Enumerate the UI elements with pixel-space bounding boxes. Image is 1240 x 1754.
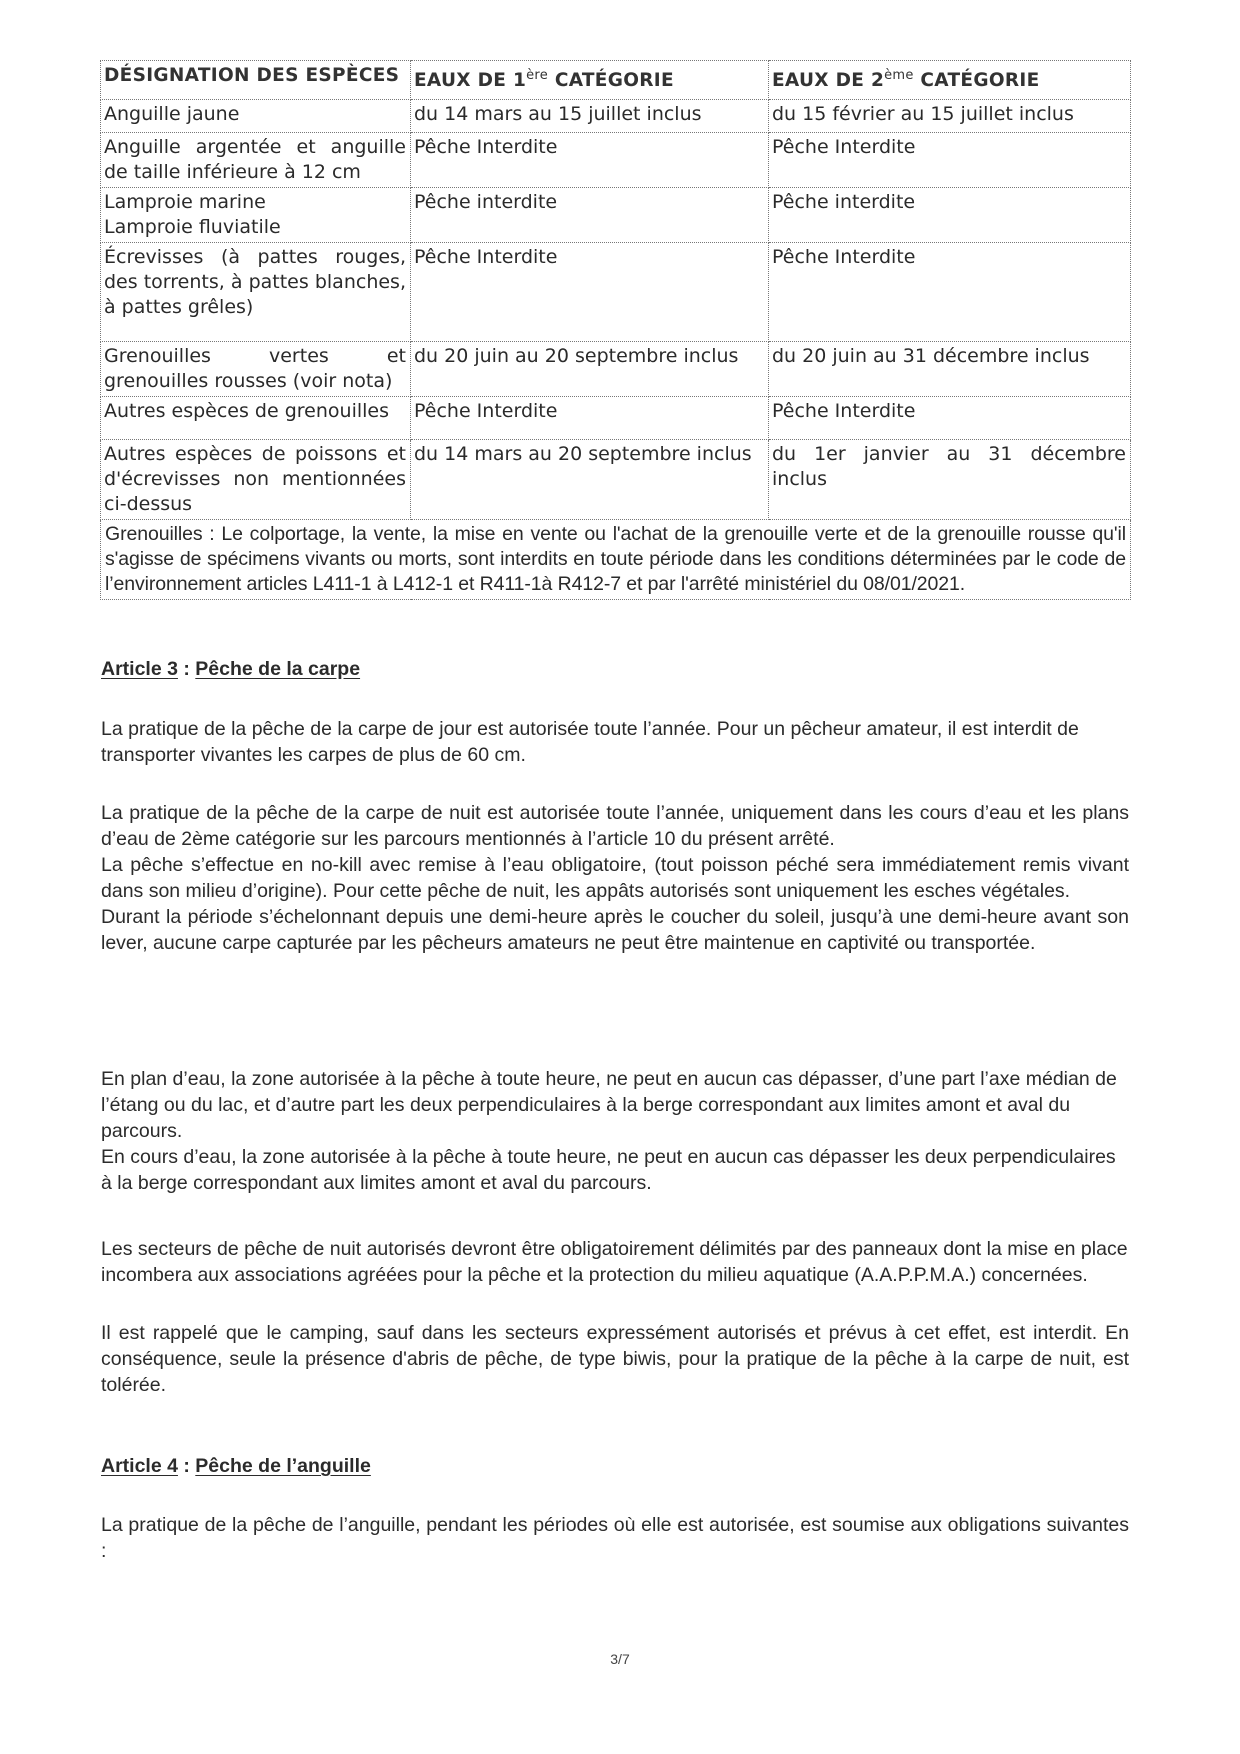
article-3-paragraph-1: La pratique de la pêche de la carpe de jour est autorisée toute l’année. Pour un pêcheur amateur, il est interdit de transporter vivantes les carpes de plus de 60 cm. — [101, 718, 1079, 766]
table-row — [101, 133, 1131, 188]
table-row — [101, 397, 1131, 440]
article-4-heading: Article 4 : Pêche de l’anguille — [101, 1455, 371, 1477]
species-cell: Grenouilles vertes et grenouilles rousses (voir nota) — [101, 342, 411, 397]
category-1-cell: du 14 mars au 15 juillet inclus — [411, 100, 769, 133]
category-2-cell: du 20 juin au 31 décembre inclus — [769, 342, 1131, 397]
article-3-heading: Article 3 : Pêche de la carpe — [101, 658, 361, 680]
category-1-cell: Pêche Interdite — [411, 243, 769, 342]
article-3-title: Pêche de la carpe — [195, 658, 361, 680]
species-cell: Anguille argentée et anguille de taille inférieure à 12 cm — [101, 133, 411, 188]
table-row — [101, 188, 1131, 243]
category-1-cell: Pêche Interdite — [411, 133, 769, 188]
article-3-paragraph-group-2: La pratique de la pêche de la carpe de nuit est autorisée toute l’année, uniquement dans les cours d’eau et les plans d’eau de 2ème catégorie sur les parcours mentionnés à l’article 10 du présent arrêté. La pêche s’effectue en no-kill avec remise à l’eau obligatoire, (tout poisson péché sera immédiatement remis vivant dans son milieu d’origine). Pour cette pêche de nuit, les appâts autorisés sont uniquement les esches végétales. Durant la période s’échelonnant depuis une demi-heure après le coucher du soleil, jusqu’à une demi-heure avant son lever, aucune carpe capturée par les pêcheurs amateurs ne peut être maintenue en captivité ou transportée. — [101, 802, 1129, 954]
table-header-row — [101, 61, 1131, 100]
category-2-cell: Pêche Interdite — [769, 133, 1131, 188]
header-category-2: EAUX DE 2ème CATÉGORIE — [769, 61, 1131, 100]
page-number: 3/7 — [610, 1651, 630, 1667]
species-cell: Autres espèces de poissons et d'écrevisses non mentionnées ci-dessus — [101, 440, 411, 520]
fishing-periods-table — [100, 60, 1131, 600]
species-cell: Autres espèces de grenouilles — [101, 397, 411, 440]
article-3-paragraph-group-3: En plan d’eau, la zone autorisée à la pêche à toute heure, ne peut en aucun cas dépasser, d’une part l’axe médian de l’étang ou du lac, et d’autre part les deux perpendiculaires à la berge correspondant aux limites amont et aval du parcours. En cours d’eau, la zone autorisée à la pêche à toute heure, ne peut en aucun cas dépasser les deux perpendiculaires à la berge correspondant aux limites amont et aval du parcours. — [101, 1068, 1117, 1194]
category-2-cell: Pêche Interdite — [769, 397, 1131, 440]
table-row — [101, 243, 1131, 342]
article-4-paragraph-1: La pratique de la pêche de l’anguille, pendant les périodes où elle est autorisée, est soumise aux obligations suivantes : — [101, 1514, 1129, 1562]
table-row — [101, 342, 1131, 397]
category-1-cell: du 14 mars au 20 septembre inclus — [411, 440, 769, 520]
article-3-label: Article 3 — [101, 658, 178, 680]
article-4-title: Pêche de l’anguille — [195, 1455, 371, 1477]
category-1-cell: Pêche interdite — [411, 188, 769, 243]
header-species: DÉSIGNATION DES ESPÈCES — [101, 61, 411, 100]
species-cell: Lamproie marine Lamproie fluviatile — [101, 188, 411, 243]
category-2-cell: Pêche interdite — [769, 188, 1131, 243]
article-3-paragraph-8: Il est rappelé que le camping, sauf dans les secteurs expressément autorisés et prévus à cet effet, est interdit. En conséquence, seule la présence d'abris de pêche, de type biwis, pour la pratique de la pêche à la carpe de nuit, est tolérée. — [101, 1322, 1129, 1396]
table-row — [101, 440, 1131, 520]
article-4-label: Article 4 — [101, 1455, 178, 1477]
table-nota-row — [101, 520, 1131, 600]
header-category-1: EAUX DE 1ère CATÉGORIE — [411, 61, 769, 100]
category-1-cell: Pêche Interdite — [411, 397, 769, 440]
category-2-cell: Pêche Interdite — [769, 243, 1131, 342]
species-cell: Écrevisses (à pattes rouges, des torrents, à pattes blanches, à pattes grêles) — [101, 243, 411, 342]
category-2-cell: du 1er janvier au 31 décembre inclus — [769, 440, 1131, 520]
category-1-cell: du 20 juin au 20 septembre inclus — [411, 342, 769, 397]
category-2-cell: du 15 février au 15 juillet inclus — [769, 100, 1131, 133]
species-cell: Anguille jaune — [101, 100, 411, 133]
article-3-paragraph-7: Les secteurs de pêche de nuit autorisés devront être obligatoirement délimités par des panneaux dont la mise en place incombera aux associations agréées pour la pêche et la protection du milieu aquatique (A.A.P.P.M.A.) concernées. — [101, 1238, 1128, 1286]
table-row — [101, 100, 1131, 133]
frog-nota: Grenouilles : Le colportage, la vente, la mise en vente ou l'achat de la grenouille verte et de la grenouille rousse qu'il s'agisse de spécimens vivants ou morts, sont interdits en toute période dans les conditions déterminées par le code de l’environnement articles L411-1 à L412-1 et R411-1à R412-7 et par l'arrêté ministériel du 08/01/2021. — [101, 520, 1131, 600]
